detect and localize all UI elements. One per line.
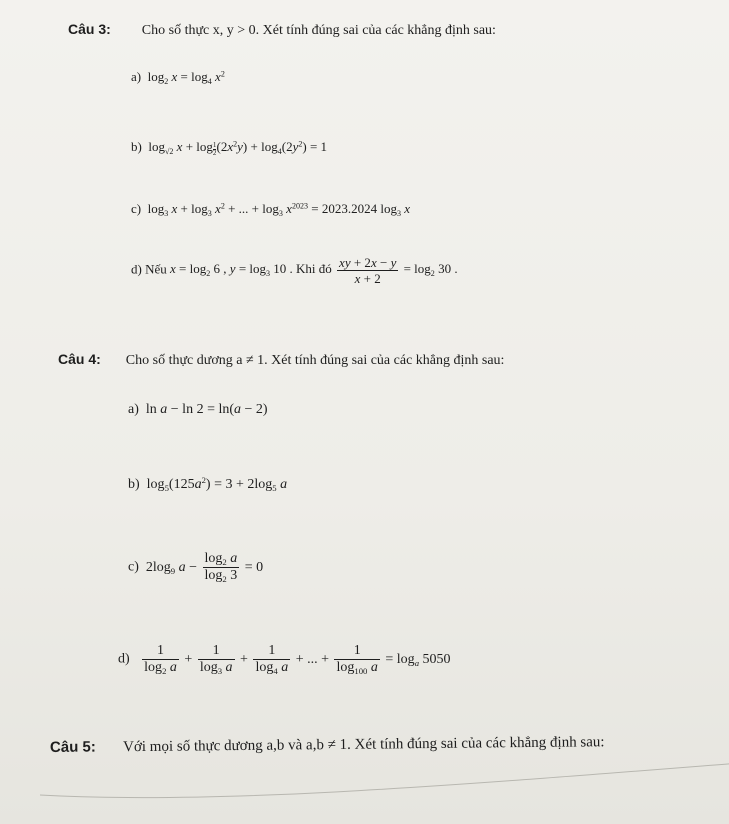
question-3-item-b [131, 140, 327, 157]
question-5-label: Câu 5: [49, 738, 96, 756]
formula-q3-b: $\log_{√2} x + \log$ $\frac{1}{2}$ $(2x^2y) + \log_4(2y^2) = 1$ [145, 139, 328, 158]
question-3-stem: Cho số thực x, y > 0. Xét tính đúng sai của các khẳng định sau: [141, 23, 496, 38]
question-4-label: Câu 4: [58, 351, 101, 367]
question-4-stem: Cho số thực dương a ≠ 1. Xét tính đúng sai của các khẳng định sau: [125, 353, 505, 368]
formula-q4-d: $\frac{1}{\log_2 a}$ + $\frac{1}{\log_3 a}$ + $\frac{1}{\log_4 a}$ + ... + $\frac{1}{\log_{100} a}$ = $\log_a 5050$ [144, 643, 451, 677]
question-3-label: Câu 3: [68, 21, 111, 37]
item-label: c) [128, 559, 139, 575]
formula-q3-c: $\log_3 x + \log_3 x^2$ + ... + $\log_3 x^{2023} = 2023.2024$ $\log_3 x$ [144, 201, 411, 218]
formula-q3-d: $x = \log_2 6$ , $y = \log_3 10$ . Khi đó $\frac{xy + 2x - y}{x + 2}$ = $\log_2 30$ . [170, 255, 458, 286]
question-4-item-a [128, 403, 268, 417]
formula-q4-b: $\log_5(125a^2) = 3 + 2\log_5$ a [143, 475, 288, 494]
item-label: a) [131, 69, 142, 84]
item-label: b) [128, 477, 140, 492]
formula-q3-a: $\log_2 x = \log_4 x^2$ [144, 69, 225, 86]
question-3-item-c [131, 201, 411, 218]
item-label: d) [118, 651, 130, 667]
page-curl-line [40, 755, 729, 815]
item-prefix: Nếu [145, 261, 167, 277]
question-3-header [68, 22, 496, 38]
question-4-item-c [128, 552, 263, 583]
question-4-header [58, 352, 504, 368]
question-3-item-d [131, 256, 458, 285]
item-label: a) [128, 402, 139, 417]
question-5-stem: Với mọi số thực dương a,b và a,b ≠ 1. Xét tính đúng sai của các khẳng định sau: [122, 734, 605, 756]
item-label: c) [131, 201, 142, 216]
formula-q4-c: $2\log_9$ a − $\frac{\log_2 a}{\log_2 3}$ = 0 [142, 551, 264, 585]
question-3-item-a [131, 69, 225, 86]
question-4-item-b [128, 475, 288, 494]
item-label: b) [131, 139, 142, 154]
item-label: d) [131, 261, 142, 277]
question-4-item-d [118, 644, 451, 675]
formula-q4-a: ln a − ln 2 = ln(a − 2) [142, 402, 268, 417]
